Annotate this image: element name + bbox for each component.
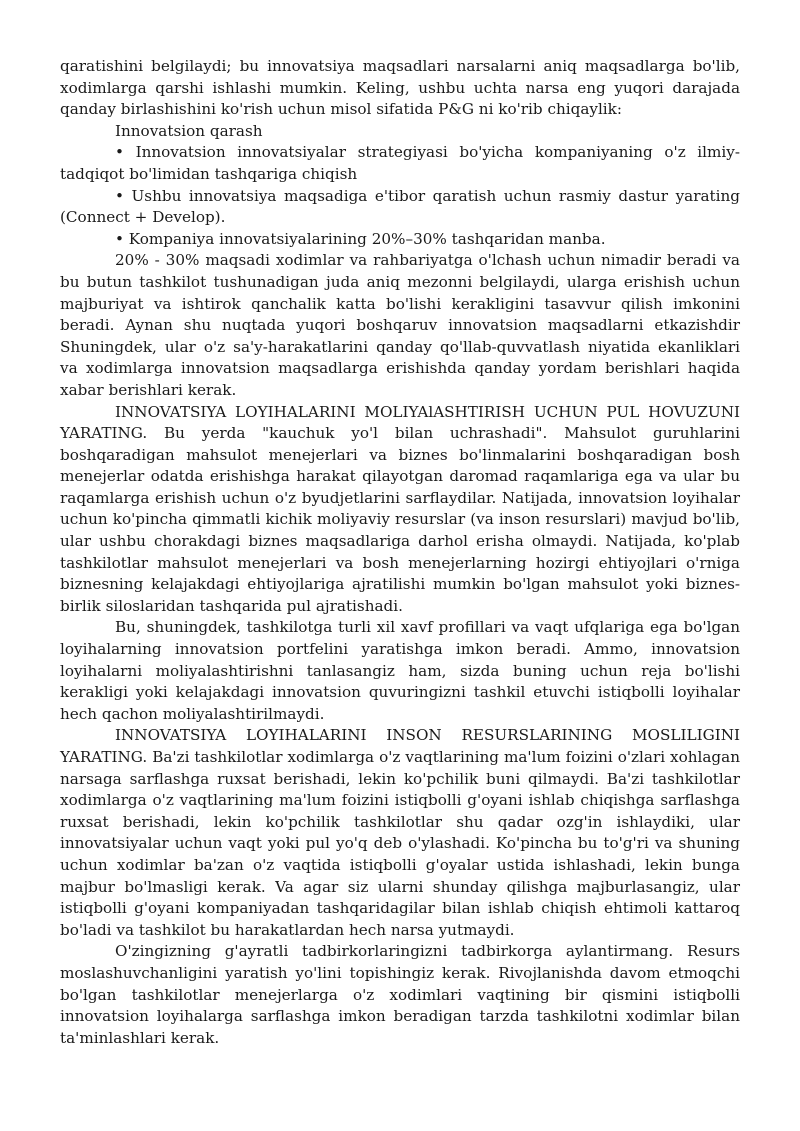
paragraph-target-percent: 20% - 30% maqsadi xodimlar va rahbariyatga o'lchash uchun nimadir beradi va bu butun tashkilot tushunadigan juda aniq mezonni belgilaydi, ularga erishish uchun majburiyat va ishtirok qanchalik katta bo'lishi kerakligini tasavvur qilish imkonini beradi. Aynan shu nuqtada yuqori boshqaruv innovatsion maqsadlarni etkazishdir Shuningdek, ular o'z sa'y-harakatlarini qanday qo'llab-quvvatlash niyatida ekanliklari va xodimlarga innovatsion maqsadlarga erishishda qanday yordam berishlari haqida xabar berishlari kerak.: [60, 251, 740, 399]
bullet-item-2: • Ushbu innovatsiya maqsadiga e'tibor qaratish uchun rasmiy dastur yarating (Connect + Develop).: [60, 186, 740, 227]
document-page: [60, 56, 740, 1049]
paragraph-human-resources: INNOVATSIYA LOYIHALARINI INSON RESURSLARINING MOSLILIGINI YARATING. Ba'zi tashkilotlar xodimlarga o'z vaqtlarining ma'lum foizini o'zlari xohlagan narsaga sarflashga ruxsat berishadi, lekin ko'pchilik buni qilmaydi. Ba'zi tashkilotlar xodimlarga o'z vaqtlarining ma'lum foizini istiqbolli g'oyani ishlab chiqishga sarflashga ruxsat berishadi, lekin ko'pchilik tashkilotlar shu qadar ozg'in ishlaydiki, ular innovatsiyalar uchun vaqt yoki pul yo'q deb o'ylashadi. Ko'pincha bu to'g'ri va shuning uchun xodimlar ba'zan o'z vaqtida istiqbolli g'oyalar ustida ishlashadi, lekin bunga majbur bo'lmasligi kerak. Va agar siz ularni shunday qilishga majburlasangiz, ular istiqbolli g'oyani kompaniyadan tashqaridagilar bilan ishlab chiqish ehtimoli kattaroq bo'ladi va tashkilot bu harakatlardan hech narsa yutmaydi.: [60, 726, 740, 939]
paragraph-entrepreneurs: O'zingizning g'ayratli tadbirkorlaringizni tadbirkorga aylantirmang. Resurs moslashuvchanligini yaratish yo'lini topishingiz kerak. Rivojlanishda davom etmoqchi bo'lgan tashkilotlar menejerlarga o'z xodimlari vaqtining bir qismini istiqbolli innovatsion loyihalarga sarflashga imkon beradigan tarzda tashkilotni xodimlar bilan ta'minlashlari kerak.: [60, 942, 740, 1047]
paragraph-funding-pool: INNOVATSIYA LOYIHALARINI MOLIYAlASHTIRISH UCHUN PUL HOVUZUNI YARATING. Bu yerda "kauchuk yo'l bilan uchrashadi". Mahsulot guruhlarini boshqaradigan mahsulot menejerlari va biznes bo'linmalarini boshqaradigan bosh menejerlar odatda erishishga harakat qilayotgan daromad raqamlariga ega va ular bu raqamlarga erishish uchun o'z byudjetlarini sarflaydilar. Natijada, innovatsion loyihalar uchun ko'pincha qimmatli kichik moliyaviy resurslar (va inson resurslari) mavjud bo'lib, ular ushbu chorakdagi biznes maqsadlariga darhol erisha olmaydi. Natijada, ko'plab tashkilotlar mahsulot menejerlari va bosh menejerlarning hozirgi ehtiyojlari o'rniga biznesning kelajakdagi ehtiyojlariga ajratilishi mumkin bo'lgan mahsulot yoki biznes-birlik siloslaridan tashqarida pul ajratishadi.: [60, 402, 740, 615]
paragraph-portfolio: Bu, shuningdek, tashkilotga turli xil xavf profillari va vaqt ufqlariga ega bo'lgan loyihalarning innovatsion portfelini yaratishga imkon beradi. Ammo, innovatsion loyihalarni moliyalashtirishni tanlasangiz ham, sizda buning uchun reja bo'lishi kerakligi yoki kelajakdagi innovatsion quvuringizni tashkil etuvchi istiqbolli loyihalar hech qachon moliyalashtirilmaydi.: [60, 618, 740, 723]
bullet-item-1: • Innovatsion innovatsiyalar strategiyasi bo'yicha kompaniyaning o'z ilmiy-tadqiqot bo'limidan tashqariga chiqish: [60, 143, 740, 183]
paragraph-heading-innovation-vision: Innovatsion qarash: [115, 121, 263, 140]
paragraph-intro: qaratishini belgilaydi; bu innovatsiya maqsadlari narsalarni aniq maqsadlarga bo'lib, xodimlarga qarshi ishlashi mumkin. Keling, ushbu uchta narsa eng yuqori darajada qanday birlashishini ko'rish uchun misol sifatida P&G ni ko'rib chiqaylik:: [60, 57, 740, 119]
bullet-item-3: • Kompaniya innovatsiyalarining 20%–30% tashqaridan manba.: [115, 229, 606, 248]
